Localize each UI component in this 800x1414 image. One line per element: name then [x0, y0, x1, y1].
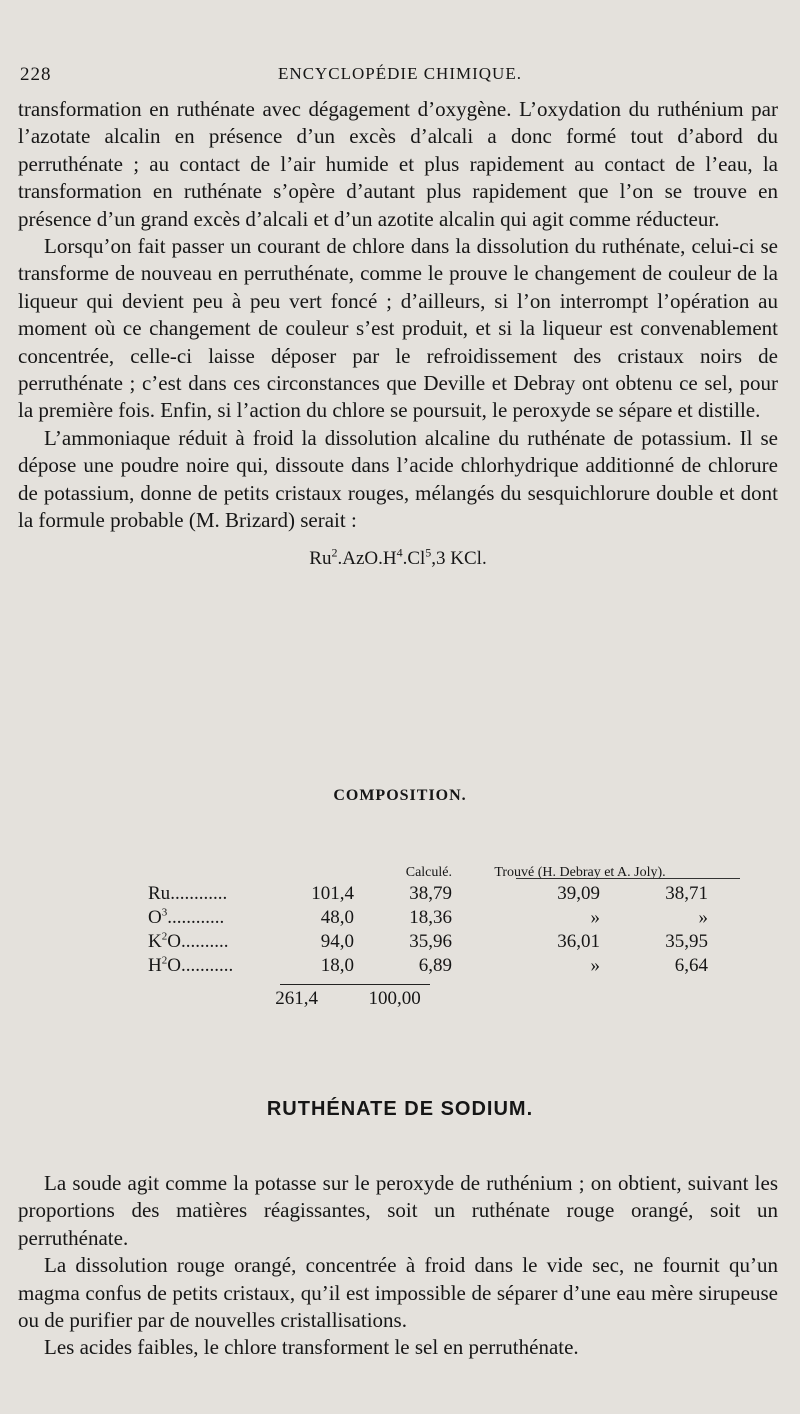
- table-row: Ru............ 101,4 38,79 39,09 38,71: [148, 883, 708, 904]
- chemical-formula: $Ru^2.AzO.H^4.Cl^5,3$ KCl.: [309, 545, 487, 569]
- table-row: $K^2O$.......... 94,0 35,96 36,01 35,95: [148, 930, 708, 952]
- section-title: RUTHÉNATE DE SODIUM.: [266, 1098, 534, 1120]
- composition-table: [148, 855, 708, 977]
- paragraph: Lorsqu’on fait passer un courant de chlore dans la dissolution du ruthénate, celui-ci se transforme de nouveau en perruthénate, comme le prouve le changement de couleur de la liqueur qui devient peu à peu vert foncé ; d’ailleurs, si l’on interrompt l’opération au moment où ce changement de couleur s’est produit, et si la liqueur est convenablement concentrée, celle-ci laisse déposer par le refroidissement des cristaux noirs de perruthénate ; c’est dans ces circonstances que Deville et Debray ont obtenu ce sel, pour la première fois. Enfin, si l’action du chlore se poursuit, le peroxyde se sépare et distille.: [18, 234, 778, 423]
- page-header: [20, 64, 780, 94]
- paragraph: transformation en ruthénate avec dégagement d’oxygène. L’oxydation du ruthénium par l’azotate alcalin en présence d’un excès d’alcali a donc formé tout d’abord du perruthénate ; au contact de l’air humide et plus rapidement au contact de l’eau, la transformation en ruthénate s’opère d’autant plus rapidement que l’on se trouve en présence d’un grand excès d’alcali et d’un azotite alcalin qui agit comme réducteur.: [18, 97, 778, 231]
- page-number: 228: [20, 64, 52, 85]
- total-calculated: 100,00: [368, 988, 421, 1009]
- found-header: Trouvé (H. Debray et A. Joly).: [494, 865, 666, 880]
- composition-title: COMPOSITION.: [333, 787, 467, 804]
- paragraph: L’ammoniaque réduit à froid la dissolution alcaline du ruthénate de potassium. Il se dépose une poudre noire qui, dissoute dans l’acide chlorhydrique additionné de chlorure de potassium, donne de petits cristaux rouges, mélangés du sesquichlorure double et dont la formule probable (M. Brizard) serait :: [18, 425, 778, 533]
- table-row: $H^2O$........... 18,0 6,89 » 6,64: [148, 954, 708, 976]
- composition-totals: [230, 988, 421, 1010]
- total-rule: [280, 984, 430, 985]
- paragraph: Les acides faibles, le chlore transforment le sel en perruthénate.: [44, 1335, 579, 1360]
- section-body: [18, 1170, 778, 1362]
- total-weight: 261,4: [275, 988, 318, 1009]
- found-header-rule: [516, 878, 740, 879]
- paragraph: La dissolution rouge orangé, concentrée à froid dans le vide sec, ne fournit qu’un magma confus de petits cristaux, qu’il est impossible de séparer d’une eau mère sirupeuse ou de purifier par de nouvelles cristallisations.: [18, 1253, 778, 1333]
- body-text: [18, 96, 778, 576]
- calculated-header: Calculé.: [405, 865, 452, 880]
- table-row: $O^3$............ 48,0 18,36 » »: [148, 906, 708, 928]
- running-head: ENCYCLOPÉDIE CHIMIQUE.: [278, 64, 522, 83]
- paragraph: La soude agit comme la potasse sur le peroxyde de ruthénium ; on obtient, suivant les proportions des matières réagissantes, soit un ruthénate rouge orangé, soit un perruthénate.: [18, 1171, 778, 1250]
